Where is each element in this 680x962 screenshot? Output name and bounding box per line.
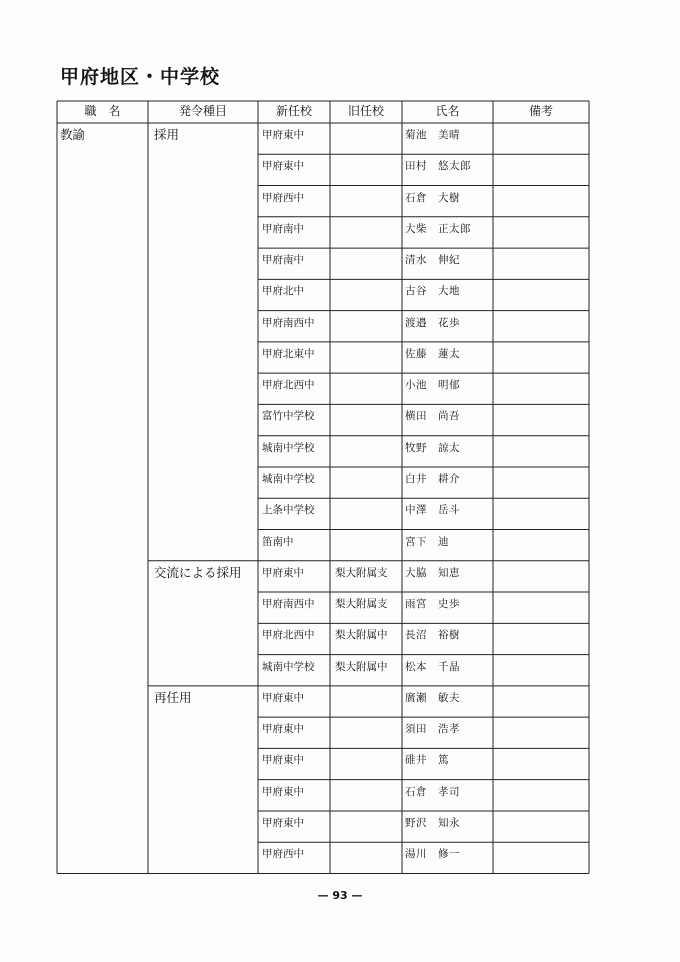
page-title: 甲府地区・中学校 bbox=[60, 66, 221, 88]
name-cell: 渡邉 花歩 bbox=[405, 316, 460, 329]
new-school-cell: 城南中学校 bbox=[262, 472, 315, 485]
name-cell: 雨宮 史歩 bbox=[405, 598, 460, 611]
name-cell: 石倉 大樹 bbox=[405, 191, 460, 204]
name-cell: 清水 伸紀 bbox=[405, 254, 460, 267]
name-cell: 湯川 修一 bbox=[405, 848, 460, 861]
new-school-cell: 甲府東中 bbox=[262, 816, 304, 829]
name-cell: 松本 千晶 bbox=[405, 660, 460, 673]
name-cell: 碓井 篤 bbox=[405, 754, 449, 767]
new-school-cell: 甲府東中 bbox=[262, 160, 304, 173]
new-school-cell: 甲府北西中 bbox=[262, 629, 315, 642]
new-school-cell: 甲府南中 bbox=[262, 254, 304, 267]
name-cell: 廣瀬 敏夫 bbox=[405, 691, 460, 704]
name-cell: 小池 明郁 bbox=[405, 379, 460, 392]
column-header: 発令種目 bbox=[178, 104, 227, 118]
new-school-cell: 富竹中学校 bbox=[262, 410, 315, 423]
appointment-type-cell: 採用 bbox=[154, 127, 180, 142]
new-school-cell: 甲府東中 bbox=[262, 566, 304, 579]
column-header: 職 名 bbox=[84, 104, 121, 118]
new-school-cell: 甲府東中 bbox=[262, 691, 304, 704]
column-header: 氏名 bbox=[435, 104, 460, 118]
old-school-cell: 梨大附属支 bbox=[335, 598, 388, 611]
old-school-cell: 梨大附属支 bbox=[335, 566, 388, 579]
new-school-cell: 甲府北西中 bbox=[262, 379, 315, 392]
column-header: 旧任校 bbox=[347, 104, 384, 118]
new-school-cell: 甲府北中 bbox=[262, 285, 304, 298]
name-cell: 田村 悠太郎 bbox=[405, 160, 471, 173]
name-cell: 菊池 美晴 bbox=[405, 129, 460, 141]
name-cell: 中澤 岳斗 bbox=[405, 504, 460, 517]
name-cell: 大柴 正太郎 bbox=[405, 222, 471, 235]
name-cell: 横田 尚吾 bbox=[405, 410, 460, 423]
name-cell: 牧野 諒太 bbox=[405, 441, 460, 454]
new-school-cell: 甲府西中 bbox=[262, 848, 304, 861]
column-header: 新任校 bbox=[275, 104, 312, 118]
name-cell: 宮下 迪 bbox=[405, 535, 449, 548]
new-school-cell: 甲府南西中 bbox=[262, 316, 315, 329]
page-number: — 93 — bbox=[317, 889, 363, 902]
old-school-cell: 梨大附属中 bbox=[335, 660, 388, 673]
new-school-cell: 上条中学校 bbox=[262, 504, 315, 517]
old-school-cell: 梨大附属中 bbox=[335, 629, 388, 642]
name-cell: 石倉 孝司 bbox=[405, 785, 460, 798]
appointment-type-cell: 再任用 bbox=[154, 689, 192, 705]
new-school-cell: 甲府北東中 bbox=[262, 347, 315, 360]
column-header: 備考 bbox=[528, 104, 553, 118]
appointment-type-cell: 交流による採用 bbox=[154, 564, 242, 580]
new-school-cell: 甲府南西中 bbox=[262, 598, 315, 611]
name-cell: 大脇 知恵 bbox=[405, 566, 460, 579]
new-school-cell: 甲府東中 bbox=[262, 723, 304, 736]
new-school-cell: 甲府南中 bbox=[262, 222, 304, 235]
new-school-cell: 甲府東中 bbox=[262, 785, 304, 798]
new-school-cell: 甲府東中 bbox=[262, 129, 304, 141]
new-school-cell: 城南中学校 bbox=[262, 441, 315, 454]
new-school-cell: 笛南中 bbox=[262, 535, 294, 548]
name-cell: 須田 浩孝 bbox=[405, 723, 460, 736]
name-cell: 野沢 知永 bbox=[405, 816, 460, 829]
new-school-cell: 甲府東中 bbox=[262, 754, 304, 767]
name-cell: 長沼 裕樹 bbox=[405, 629, 460, 642]
new-school-cell: 城南中学校 bbox=[262, 660, 315, 673]
name-cell: 古谷 大地 bbox=[405, 285, 460, 298]
name-cell: 佐藤 蓮太 bbox=[405, 347, 460, 360]
new-school-cell: 甲府西中 bbox=[262, 191, 304, 204]
name-cell: 白井 耕介 bbox=[405, 472, 460, 485]
position-cell: 教諭 bbox=[60, 127, 86, 142]
